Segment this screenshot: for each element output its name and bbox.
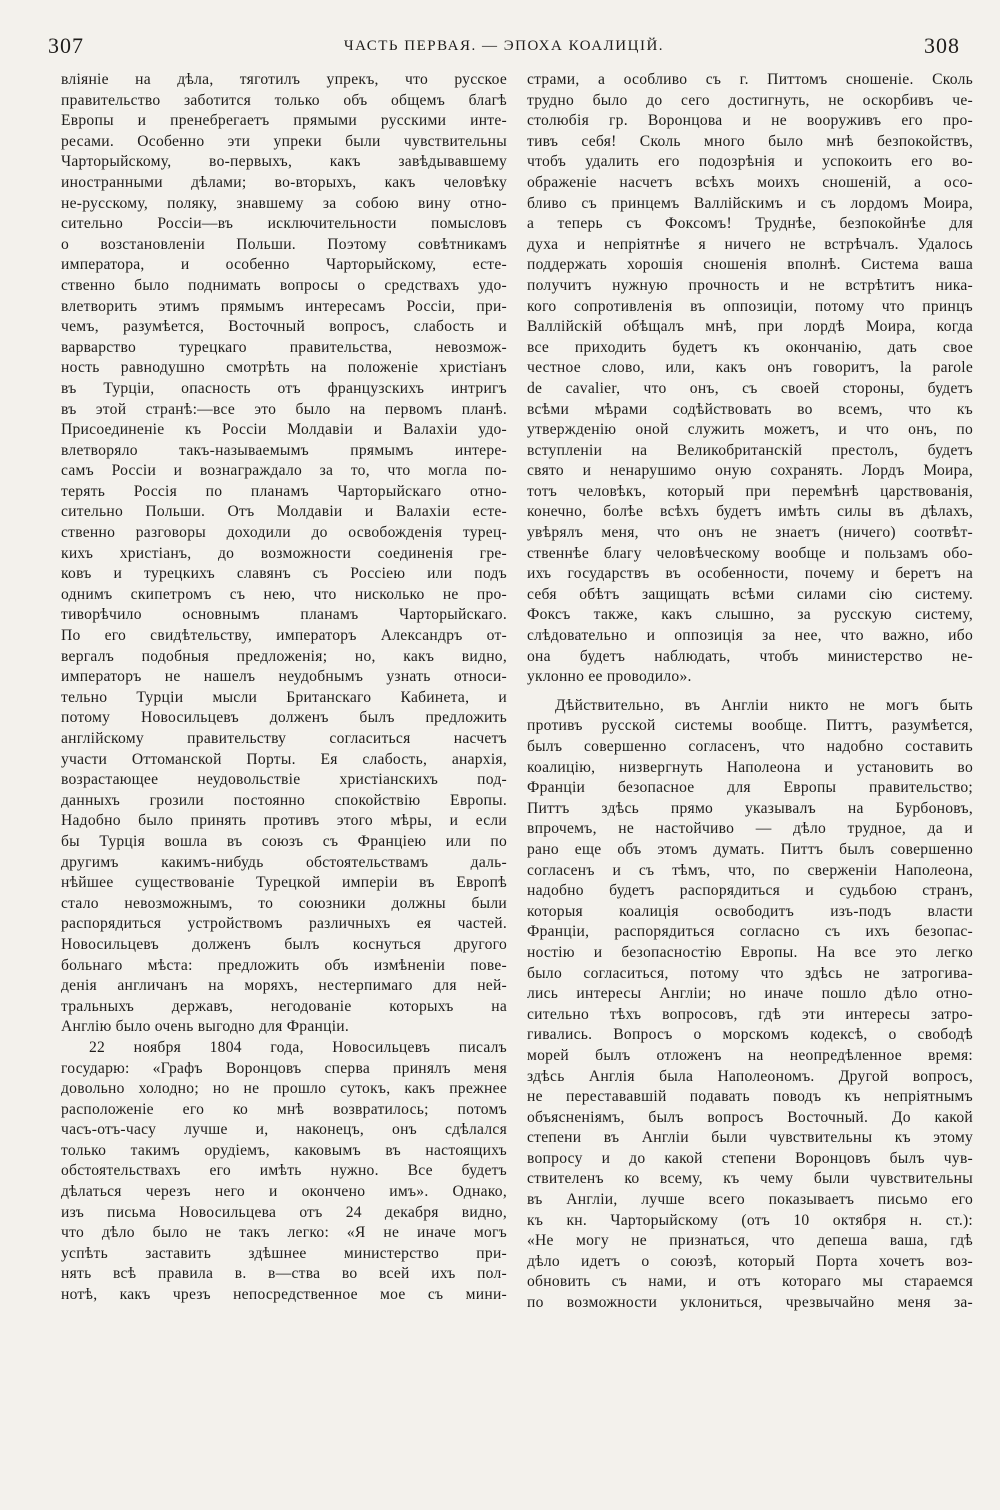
text-line: сительно Россіи—въ исключительности помысловъ xyxy=(61,215,507,233)
text-line: лись интересы Англіи; но иначе пошло дѣло отно- xyxy=(527,985,973,1003)
text-line: ображеніе насчетъ всѣхъ моихъ сношеній, а осо- xyxy=(527,173,973,191)
text-line: бливо съ принцемъ Валлійскимъ и съ лордомъ Моира, xyxy=(527,194,973,212)
text-line: ственнѣе благу человѣческому вообще и пользамъ обо- xyxy=(527,544,973,562)
text-line: Франціи безопасное для Европы правительство; xyxy=(527,779,973,797)
left-text-column xyxy=(61,70,507,1306)
text-line: поддержать хорошія сношенія вполнѣ. Система ваша xyxy=(527,256,973,274)
text-line: императора, и особенно Чарторыйскому, есте- xyxy=(61,256,507,274)
text-line: Франціи, распорядиться согласно съ ихъ безопас- xyxy=(527,923,973,941)
text-line: уклонно ее проводило». xyxy=(527,668,692,686)
text-line: однимъ скипетромъ съ нею, что нисколько не про- xyxy=(61,585,507,603)
text-line: тивъ себя! Сколь много было мнѣ безпокойствъ, xyxy=(527,132,973,150)
text-line: Присоединеніе къ Россіи Молдавіи и Валахіи удо- xyxy=(61,421,507,439)
text-line: надобно будетъ распорядиться и судьбою странъ, xyxy=(527,882,973,900)
text-line: довольно холодно; но не прошло сутокъ, какъ прежнее xyxy=(61,1080,507,1098)
text-line: вліяніе на дѣла, тяготилъ упрекъ, что русское xyxy=(61,71,507,88)
text-line: слѣдовательно и оппозиція за нее, что важно, ибо xyxy=(527,627,973,645)
text-line: себя обѣтъ защищать всѣми силами сію систему. xyxy=(527,585,973,603)
text-line: расположеніе его ко мнѣ возвратилось; потомъ xyxy=(61,1100,507,1118)
right-page-number: 308 xyxy=(923,33,960,58)
text-line: ственно разговоры доходили до освобожденія турец- xyxy=(61,524,507,542)
text-line: вопросу и до какой степени Воронцовъ былъ чув- xyxy=(527,1149,973,1167)
text-line: кого сопротивленія въ оппозиціи, потому что принцъ xyxy=(527,297,973,315)
text-line: коалицію, низвергнуть Наполеона и установить во xyxy=(527,758,973,776)
text-line: нотѣ, какъ чрезъ непосредственное мое съ мини- xyxy=(61,1286,507,1304)
text-line: сительно Польши. Отъ Молдавіи и Валахіи есте- xyxy=(61,503,507,521)
text-line: о возстановленіи Польши. Поэтому совѣтникамъ xyxy=(61,235,507,253)
text-line: императоръ не нашелъ неудобнымъ узнать относи- xyxy=(61,668,507,686)
text-line: влетворяло такъ-называемымъ прямымъ интере- xyxy=(61,441,507,459)
text-line: гивались. Вопросъ о морскомъ кодексѣ, о свободѣ xyxy=(527,1026,973,1044)
text-line: ствителенъ ко всему, къ чему были чувствительны xyxy=(527,1170,973,1188)
text-line: впрочемъ, не настойчиво — дѣло трудное, да и xyxy=(527,820,973,838)
text-line: Англію было очень выгодно для Франціи. xyxy=(61,1018,350,1036)
text-line: По его свидѣтельству, императоръ Александръ от- xyxy=(61,627,507,645)
text-line: въ этой странѣ:—все это было на первомъ планѣ. xyxy=(61,400,507,418)
text-line: Чарторыйскому, во-первыхъ, какъ завѣдывавшему xyxy=(61,153,507,171)
text-line: въ Турціи, опасность отъ французскихъ интригъ xyxy=(61,379,507,397)
text-line: изъ письма Новосильцева отъ 24 декабря видно, xyxy=(61,1203,507,1221)
text-line: обновить съ нами, и отъ котораго мы стараемся xyxy=(527,1273,973,1291)
text-line: сительно тѣхъ вопросовъ, гдѣ эти интересы затро- xyxy=(527,1005,973,1023)
text-line: англійскому правительству согласиться насчетъ xyxy=(61,730,507,747)
text-line: бы Турція вошла въ союзъ съ Франціею или по xyxy=(61,832,507,850)
text-line: получитъ нужную прочность и не встрѣтитъ ника- xyxy=(527,276,973,294)
text-line: только такимъ орудіемъ, каковымъ въ настоящихъ xyxy=(61,1141,507,1159)
text-line: стало невозможнымъ, то союзники должны были xyxy=(61,894,507,912)
text-line: морей былъ отложенъ на неопредѣленное время: xyxy=(527,1046,973,1064)
text-line: ресами. Особенно эти упреки были чувствительны xyxy=(61,132,507,150)
text-line: другимъ какимъ-нибудь обстоятельствамъ даль- xyxy=(61,853,507,871)
text-line: она будетъ наблюдать, чтобъ министерство не- xyxy=(527,647,973,665)
text-line: данныхъ грозили постоянно спокойствію Европы. xyxy=(61,791,507,809)
text-line: «Не могу не признаться, что депеша ваша, гдѣ xyxy=(527,1232,973,1250)
text-line: все приходить будетъ къ окончанію, дать свое xyxy=(527,338,973,356)
running-title: ЧАСТЬ ПЕРВАЯ. — ЭПОХА КОАЛИЦІЙ. xyxy=(343,37,665,54)
text-line: вступленіи на Великобританскій престолъ, будетъ xyxy=(527,441,973,459)
text-line xyxy=(527,688,973,696)
text-line: духа и непріятнѣе я ничего не встрѣчалъ. Удалось xyxy=(527,235,973,253)
right-text-column xyxy=(527,70,973,1314)
text-line: обстоятельствахъ его имѣть нужно. Все будетъ xyxy=(61,1162,507,1180)
text-line: былъ совершенно согласенъ, что надобно составить xyxy=(527,738,973,755)
text-line: самъ Россіи и вознаграждало за то, что могла по- xyxy=(61,462,507,480)
text-line: больнаго мѣста: предложить объ измѣненіи пове- xyxy=(61,956,507,974)
text-line: чемъ, разумѣется, Восточный вопросъ, слабость и xyxy=(61,318,507,336)
text-line: противъ русской системы вообще. Питтъ, разумѣется, xyxy=(527,717,973,735)
text-line: ственно было поднимать вопросы о средствахъ удо- xyxy=(61,276,507,294)
text-line: Новосильцевъ долженъ былъ коснуться другого xyxy=(61,935,507,953)
text-line: утвержденію оной служить можетъ, и что онъ, по xyxy=(527,421,973,439)
text-line: по возможности уклониться, чрезвычайно меня за- xyxy=(527,1294,973,1312)
text-line: распорядиться устройствомъ различныхъ ея частей. xyxy=(61,915,507,933)
text-line: часъ-отъ-часу лучше и, наконецъ, онъ сдѣлался xyxy=(61,1121,507,1139)
text-line: было согласиться, потому что здѣсь не затрогива- xyxy=(527,964,973,982)
text-line: трудно было до сего достигнуть, не оскорбивъ че- xyxy=(527,91,973,109)
text-line: чтобъ удалить его подозрѣнія и успокоить его во- xyxy=(527,153,973,171)
text-line: страми, а особливо съ г. Питтомъ сношеніе. Сколь xyxy=(527,71,973,88)
text-line: кихъ христіанъ, до возможности соединенія гре- xyxy=(61,544,507,562)
text-line: возрастающее неудовольствіе христіанскихъ под- xyxy=(61,771,507,789)
text-line: Фоксъ также, какъ слышно, за русскую систему, xyxy=(527,606,973,624)
text-line: согласенъ и съ тѣмъ, что, по сверженіи Наполеона, xyxy=(527,861,973,879)
text-line: денія англичанъ на моряхъ, нестерпимаго для ней- xyxy=(61,977,507,995)
text-line: государю: «Графъ Воронцовъ сперва принялъ меня xyxy=(61,1059,507,1077)
text-line: въ Англіи, лучше всего показываетъ письмо его xyxy=(527,1191,973,1209)
text-line: не перестававшій подавать поводъ къ непріятнымъ xyxy=(527,1088,973,1106)
text-line: что дѣло было не такъ легко: «Я не иначе могъ xyxy=(61,1224,507,1242)
text-line: ковъ и турецкихъ славянъ съ Россіею или подъ xyxy=(61,565,507,583)
text-line: Питтъ здѣсь прямо указывалъ на Бурбоновъ, xyxy=(527,799,973,817)
text-line: успѣть заставить здѣшнее министерство при- xyxy=(61,1244,507,1262)
text-line: ностію и безопасностію Европы. На все это легко xyxy=(527,943,973,961)
text-line: участи Оттоманской Порты. Ея слабость, анархія, xyxy=(61,750,507,768)
text-line: нѣйшее существованіе Турецкой имперіи въ Европѣ xyxy=(61,874,507,892)
text-line: влетворить этимъ прямымъ интересамъ Россіи, при- xyxy=(61,297,507,315)
text-line: не-русскому, поляку, знавшему за собою вину отно- xyxy=(61,194,507,212)
text-line: здѣсь Англія была Наполеономъ. Другой вопросъ, xyxy=(527,1067,973,1085)
text-line: тельно Турціи мысли Британскаго Кабинета, и xyxy=(61,688,507,706)
text-line: терять Россія по планамъ Чарторыйскаго отно- xyxy=(61,482,507,500)
text-line: конечно, болѣе всѣхъ будетъ имѣть силы въ дѣлахъ, xyxy=(527,503,973,521)
text-line: тиворѣчило основнымъ планамъ Чарторыйскаго. xyxy=(61,606,507,624)
page-header xyxy=(48,28,960,64)
text-line: de cavalier, что онъ, съ своей стороны, будетъ xyxy=(527,379,973,397)
text-line: тральныхъ державъ, негодованіе которыхъ на xyxy=(61,997,507,1015)
text-line: варварство турецкаго правительства, невозмож- xyxy=(61,338,507,356)
text-line: объясненіямъ, былъ вопросъ Восточный. До какой xyxy=(527,1108,973,1126)
text-line: свято и ненарушимо оную сохранять. Лордъ Моира, xyxy=(527,462,973,480)
text-line: которыя коалиція освободитъ изъ-подъ власти xyxy=(527,902,973,920)
text-line: Дѣйствительно, въ Англіи никто не могъ быть xyxy=(555,696,973,714)
text-line: честное слово, или, какъ онъ говоритъ, la parole xyxy=(527,359,973,377)
text-line: иностранными дѣлами; во-вторыхъ, какъ человѣку xyxy=(61,173,507,191)
text-line: ность равнодушно смотрѣть на положеніе христіанъ xyxy=(61,359,507,377)
text-line: всѣми мѣрами содѣйствовать во всемъ, что къ xyxy=(527,400,973,418)
text-line: увѣрялъ меня, что онъ не знаетъ (ничего) соотвѣт- xyxy=(527,524,973,542)
text-line: нять всѣ правила в. в—ства во всей ихъ пол- xyxy=(61,1265,507,1283)
text-line: ихъ государствъ въ особенности, почему и беретъ на xyxy=(527,565,973,583)
text-line: потому Новосильцевъ долженъ былъ предложить xyxy=(61,709,507,727)
text-line: столюбія гр. Воронцова и не вооруживъ его про- xyxy=(527,112,973,130)
text-line: рано еще объ этомъ думать. Питтъ былъ совершенно xyxy=(527,840,973,858)
text-line: правительство заботится только объ общемъ благѣ xyxy=(61,91,507,109)
text-line: Валлійскій обѣщалъ мнѣ, при лордѣ Моира, когда xyxy=(527,318,973,336)
text-line: Надобно было принять противъ этого мѣры, и если xyxy=(61,812,507,830)
text-line: дѣлаться черезъ него и окончено имъ». Однако, xyxy=(61,1183,507,1201)
text-line: къ кн. Чарторыйскому (отъ 10 октября н. ст.): xyxy=(527,1211,973,1229)
text-line: Европы и пренебрегаетъ прямыми русскими инте- xyxy=(61,112,507,130)
text-line: вергалъ подобныя предложенія; но, какъ видно, xyxy=(61,647,507,665)
text-line: степени въ Англіи были чувствительны къ этому xyxy=(527,1129,973,1147)
left-page-number: 307 xyxy=(48,33,84,58)
text-line: дѣло идетъ о союзѣ, который Порта хочетъ воз- xyxy=(527,1252,973,1270)
text-line: тотъ человѣкъ, который при перемѣнѣ царствованія, xyxy=(527,482,973,500)
text-line: а теперь съ Фоксомъ! Труднѣе, безпокойнѣе для xyxy=(527,215,973,233)
text-line: 22 ноября 1804 года, Новосильцевъ писалъ xyxy=(89,1038,507,1056)
